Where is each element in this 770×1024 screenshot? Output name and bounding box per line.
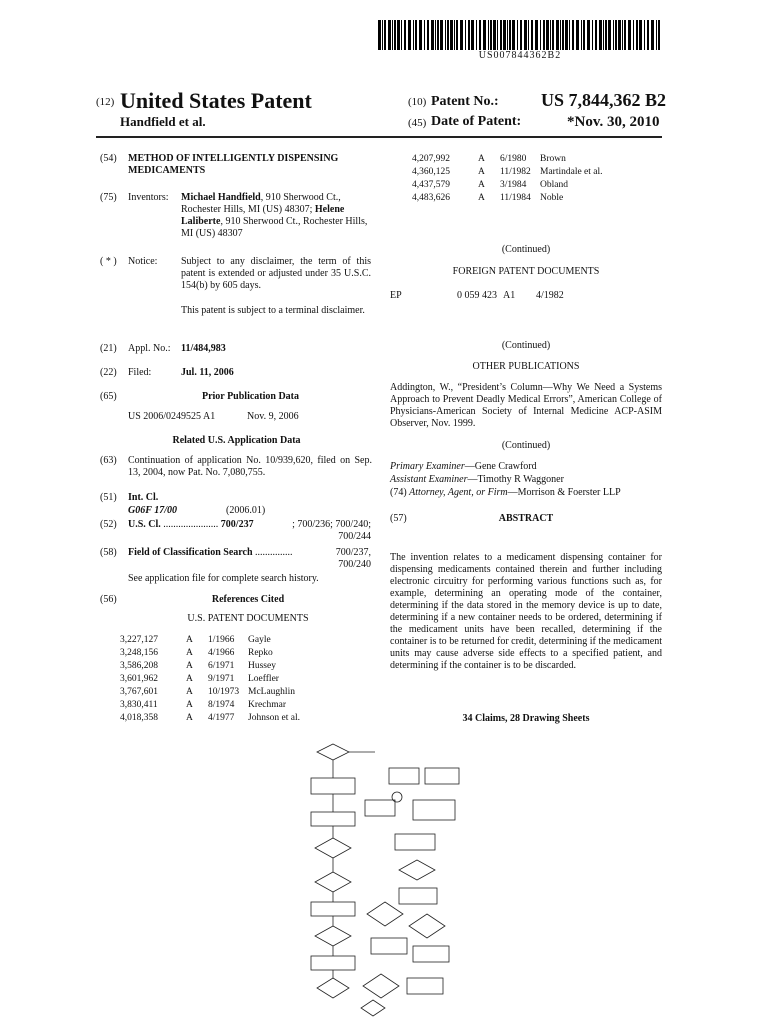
other-pubs-text: Addington, W., “President’s Column—Why We Need a Systems Approach to Prevent Deadly Medical Errors”, American College of Physicians-American Society of Internal Medicine ACP-ASIM Observer, Nov. 1999.	[390, 382, 662, 429]
barcode-bar	[415, 20, 417, 50]
us-cl-label: U.S. Cl.	[128, 519, 161, 530]
barcode-bar	[401, 20, 402, 50]
flow-diamond	[315, 926, 351, 946]
appl-no-label: Appl. No.:	[128, 343, 171, 354]
field-search-line	[128, 547, 293, 559]
code-notice: ( * )	[100, 256, 117, 267]
barcode-bar	[382, 20, 383, 50]
barcode-bar	[471, 20, 474, 50]
patent-no-label: Patent No.:	[431, 94, 499, 109]
foreign-country: EP	[390, 290, 402, 301]
ref-inventor: Loeffler	[248, 674, 279, 684]
code-57: (57)	[390, 513, 407, 524]
flow-diamond	[363, 974, 399, 998]
barcode-bar	[488, 20, 489, 50]
ref-number: 4,360,125	[412, 167, 450, 177]
barcode-bar	[528, 20, 529, 50]
ref-inventor: Martindale et al.	[540, 167, 603, 177]
code-12: (12)	[96, 96, 115, 108]
reference-row	[120, 673, 328, 686]
ref-date: 11/1982	[500, 167, 531, 177]
barcode-bar	[394, 20, 396, 50]
int-cl-label: Int. Cl.	[128, 492, 159, 503]
code-54: (54)	[100, 153, 117, 164]
barcode-bar	[413, 20, 414, 50]
barcode-bar	[454, 20, 455, 50]
barcode-bar	[456, 20, 458, 50]
barcode-bar	[613, 20, 614, 50]
ref-number: 4,437,579	[412, 180, 450, 190]
flow-diamond	[315, 838, 351, 858]
barcode-bar	[503, 20, 506, 50]
code-45: (45)	[408, 117, 427, 129]
flow-diamond	[317, 744, 349, 760]
barcode-bar	[517, 20, 518, 50]
flow-diamond	[317, 978, 349, 998]
barcode-bar	[639, 20, 642, 50]
ref-inventor: Krechmar	[248, 700, 286, 710]
us-cl-rest: ; 700/236; 700/240; 700/244	[292, 519, 371, 542]
ref-date: 6/1980	[500, 154, 527, 164]
us-docs-heading: U.S. PATENT DOCUMENTS	[187, 613, 309, 624]
barcode-bar	[450, 20, 453, 50]
barcode-bar	[408, 20, 411, 50]
ref-date: 1/1966	[208, 635, 235, 645]
other-pubs-heading: OTHER PUBLICATIONS	[472, 361, 580, 372]
code-10: (10)	[408, 96, 427, 108]
ref-date: 6/1971	[208, 661, 235, 671]
reference-row	[412, 153, 620, 166]
barcode-bar	[651, 20, 654, 50]
primary-examiner-label: Primary Examiner	[390, 461, 465, 472]
barcode-bar	[431, 20, 434, 50]
abstract-text: The invention relates to a medicament dispensing container for dispensing medicaments contained therein and further including electronic circuitry for performing various functions such as, for example, determining an operating mode of the container, determining if the data stored in the memory device is up to date, determining if a new container needs to be ordered, determining if the medicament units have been recalled, determining if the container is to be returned for credit, determining if the medicament units may cause adverse side effects to a specified patient, and determining if the container is to be discarded.	[390, 552, 662, 671]
related-heading: Related U.S. Application Data	[172, 435, 301, 446]
patent-date: *Nov. 30, 2010	[567, 114, 660, 130]
ref-inventor: Obland	[540, 180, 568, 190]
ref-number: 4,018,358	[120, 713, 158, 723]
barcode-bar	[493, 20, 496, 50]
field-search-label: Field of Classification Search	[128, 547, 253, 558]
flow-box	[395, 834, 435, 850]
barcode-bar	[392, 20, 393, 50]
barcode-bar	[624, 20, 626, 50]
ref-date: 8/1974	[208, 700, 235, 710]
barcode-bar	[497, 20, 498, 50]
prior-pub-date: Nov. 9, 2006	[247, 411, 299, 422]
int-cl-class: G06F 17/00	[128, 505, 177, 516]
flow-box	[399, 888, 437, 904]
barcode	[378, 20, 662, 50]
ref-inventor: Gayle	[248, 635, 271, 645]
barcode-bar	[540, 20, 541, 50]
barcode-bar	[603, 20, 604, 50]
ref-kind: A	[186, 687, 193, 697]
continued-label-3: (Continued)	[501, 440, 551, 451]
ref-number: 3,767,601	[120, 687, 158, 697]
barcode-bar	[587, 20, 590, 50]
barcode-bar	[633, 20, 634, 50]
prior-pub-number: US 2006/0249525 A1	[128, 411, 216, 422]
ref-kind: A	[186, 635, 193, 645]
barcode-bar	[656, 20, 657, 50]
code-52: (52)	[100, 519, 117, 530]
barcode-bar	[500, 20, 502, 50]
code-75: (75)	[100, 192, 117, 203]
date-label: Date of Patent:	[431, 114, 522, 129]
ref-date: 4/1977	[208, 713, 235, 723]
ref-number: 4,483,626	[412, 193, 450, 203]
flow-diamond	[409, 914, 445, 938]
barcode-bar	[576, 20, 579, 50]
attorney-line	[390, 487, 621, 499]
foreign-kind: A1	[503, 290, 516, 301]
barcode-number: US007844362B2	[478, 50, 562, 61]
inventors-label: Inventors:	[128, 192, 169, 203]
ref-kind: A	[478, 180, 485, 190]
barcode-bar	[595, 20, 597, 50]
barcode-bar	[388, 20, 391, 50]
ref-number: 3,601,962	[120, 674, 158, 684]
code-22: (22)	[100, 367, 117, 378]
barcode-bar	[543, 20, 545, 50]
barcode-bar	[628, 20, 631, 50]
flow-diamond	[367, 902, 403, 926]
code-21: (21)	[100, 343, 117, 354]
barcode-bar	[583, 20, 585, 50]
disclaimer-text: This patent is subject to a terminal disclaimer.	[181, 305, 365, 316]
ref-kind: A	[478, 167, 485, 177]
field-search-note: See application file for complete search history.	[128, 573, 319, 584]
assistant-examiner-label: Assistant Examiner	[390, 474, 468, 485]
barcode-bar	[440, 20, 443, 50]
barcode-bar	[437, 20, 439, 50]
ref-date: 11/1984	[500, 193, 531, 203]
attorney-label: Attorney, Agent, or Firm	[409, 487, 508, 498]
barcode-bar	[535, 20, 538, 50]
barcode-bar	[622, 20, 623, 50]
reference-row	[120, 699, 328, 712]
flow-box	[425, 768, 459, 784]
filed-label: Filed:	[128, 367, 152, 378]
inventor-2-address: , 910 Sherwood Ct., Rochester Hills, MI (US) 48307	[181, 216, 368, 239]
barcode-bar	[468, 20, 470, 50]
barcode-bar	[647, 20, 649, 50]
ref-inventor: Hussey	[248, 661, 276, 671]
barcode-bar	[490, 20, 492, 50]
barcode-bar	[562, 20, 564, 50]
barcode-bar	[378, 20, 381, 50]
foreign-date: 4/1982	[536, 290, 564, 301]
flow-box	[389, 768, 419, 784]
code-58: (58)	[100, 547, 117, 558]
barcode-bar	[552, 20, 554, 50]
document-type: United States Patent	[120, 88, 312, 113]
ref-kind: A	[186, 700, 193, 710]
notice-label: Notice:	[128, 256, 158, 267]
ref-kind: A	[186, 648, 193, 658]
flow-box	[407, 978, 443, 994]
inventor-1-name: Michael Handfield	[181, 192, 261, 203]
us-references-table-right	[412, 153, 620, 205]
barcode-bar	[404, 20, 406, 50]
reference-row	[412, 192, 620, 205]
flow-box	[311, 778, 355, 794]
assistant-examiner	[390, 474, 564, 486]
filed-date: Jul. 11, 2006	[181, 367, 234, 378]
reference-row	[120, 634, 328, 647]
foreign-docs-heading: FOREIGN PATENT DOCUMENTS	[452, 266, 600, 277]
ref-date: 3/1984	[500, 180, 527, 190]
ref-number: 3,586,208	[120, 661, 158, 671]
continued-label-2: (Continued)	[501, 340, 551, 351]
barcode-bar	[424, 20, 425, 50]
ref-kind: A	[186, 674, 193, 684]
barcode-bar	[419, 20, 422, 50]
ref-number: 3,227,127	[120, 635, 158, 645]
flow-box	[311, 902, 355, 916]
barcode-bar	[531, 20, 533, 50]
barcode-bar	[483, 20, 486, 50]
barcode-bar	[384, 20, 386, 50]
barcode-bar	[560, 20, 561, 50]
barcode-bar	[644, 20, 645, 50]
barcode-bar	[546, 20, 549, 50]
prior-pub-heading: Prior Publication Data	[201, 391, 300, 402]
barcode-bar	[509, 20, 511, 50]
ref-inventor: Johnson et al.	[248, 713, 300, 723]
barcode-bar	[569, 20, 570, 50]
ref-inventor: Repko	[248, 648, 273, 658]
inventor-2-name: Helene Laliberte	[181, 204, 345, 227]
appl-no: 11/484,983	[181, 343, 226, 354]
claims-summary: 34 Claims, 28 Drawing Sheets	[462, 713, 590, 724]
representative-flowchart-figure	[285, 742, 475, 1017]
barcode-bar	[592, 20, 593, 50]
barcode-bar	[565, 20, 568, 50]
reference-row	[412, 179, 620, 192]
barcode-bar	[636, 20, 638, 50]
flow-box	[413, 800, 455, 820]
ref-number: 3,830,411	[120, 700, 158, 710]
barcode-bar	[524, 20, 527, 50]
us-cl-dots: ......................	[163, 519, 219, 530]
flow-box	[365, 800, 395, 816]
ref-kind: A	[186, 661, 193, 671]
inventor-short: Handfield et al.	[120, 114, 206, 129]
reference-row	[412, 166, 620, 179]
barcode-bar	[445, 20, 446, 50]
ref-number: 4,207,992	[412, 154, 450, 164]
flow-diamond	[399, 860, 435, 880]
reference-row	[120, 647, 328, 660]
primary-examiner-name: —Gene Crawford	[464, 461, 537, 472]
barcode-bar	[520, 20, 522, 50]
barcode-bar	[550, 20, 551, 50]
flow-box	[311, 956, 355, 970]
attorney-code: (74)	[390, 487, 407, 498]
barcode-bar	[435, 20, 436, 50]
barcode-bar	[447, 20, 449, 50]
flow-box	[311, 812, 355, 826]
ref-number: 3,248,156	[120, 648, 158, 658]
ref-date: 9/1971	[208, 674, 235, 684]
barcode-bar	[476, 20, 477, 50]
barcode-bar	[658, 20, 660, 50]
notice-text: Subject to any disclaimer, the term of this patent is extended or adjusted under 35 U.S.C. 154(b) by 605 days.	[181, 256, 371, 291]
ref-inventor: Noble	[540, 193, 564, 203]
barcode-bar	[507, 20, 508, 50]
us-references-table-left	[120, 634, 328, 725]
barcode-bar	[615, 20, 617, 50]
flow-connector	[392, 792, 402, 802]
ref-inventor: Brown	[540, 154, 566, 164]
barcode-bar	[427, 20, 429, 50]
continued-label-1: (Continued)	[501, 244, 551, 255]
barcode-bar	[581, 20, 582, 50]
patent-title: METHOD OF INTELLIGENTLY DISPENSING MEDICAMENTS	[128, 153, 339, 176]
foreign-number: 0 059 423	[457, 290, 497, 301]
field-search-value: 700/237, 700/240	[335, 547, 371, 570]
primary-examiner	[390, 461, 537, 473]
barcode-bar	[599, 20, 602, 50]
int-cl-year: (2006.01)	[226, 505, 266, 516]
barcode-bar	[556, 20, 559, 50]
us-cl-main: 700/237	[220, 519, 254, 530]
reference-row	[120, 686, 328, 699]
flow-diamond	[361, 1000, 385, 1016]
barcode-bar	[608, 20, 611, 50]
ref-inventor: McLaughlin	[248, 687, 295, 697]
reference-row	[120, 660, 328, 673]
ref-kind: A	[478, 193, 485, 203]
barcode-bar	[572, 20, 574, 50]
code-51: (51)	[100, 492, 117, 503]
ref-kind: A	[186, 713, 193, 723]
related-text: Continuation of application No. 10/939,620, filed on Sep. 13, 2004, now Pat. No. 7,080,755.	[128, 455, 372, 478]
inventors-text	[181, 192, 376, 240]
barcode-bar	[618, 20, 621, 50]
abstract-heading: ABSTRACT	[498, 513, 554, 524]
flow-box	[371, 938, 407, 954]
barcode-bar	[512, 20, 515, 50]
code-56: (56)	[100, 594, 117, 605]
patent-number: US 7,844,362 B2	[541, 90, 667, 110]
barcode-bar	[465, 20, 466, 50]
barcode-bar	[460, 20, 463, 50]
ref-kind: A	[478, 154, 485, 164]
barcode-bar	[605, 20, 607, 50]
barcode-bar	[397, 20, 400, 50]
ref-date: 4/1966	[208, 648, 235, 658]
references-heading: References Cited	[211, 594, 285, 605]
reference-row	[120, 712, 328, 725]
assistant-examiner-name: —Timothy R Waggoner	[467, 474, 564, 485]
code-63: (63)	[100, 455, 117, 466]
inventor-1-address: , 910 Sherwood Ct., Rochester Hills, MI (US) 48307;	[181, 192, 341, 215]
flow-box	[413, 946, 449, 962]
ref-date: 10/1973	[208, 687, 240, 697]
barcode-bar	[479, 20, 481, 50]
flow-diamond	[315, 872, 351, 892]
field-search-dots: ...............	[255, 547, 293, 558]
attorney-name: —Morrison & Foerster LLP	[507, 487, 621, 498]
header-rule	[96, 136, 662, 138]
code-65: (65)	[100, 391, 117, 402]
